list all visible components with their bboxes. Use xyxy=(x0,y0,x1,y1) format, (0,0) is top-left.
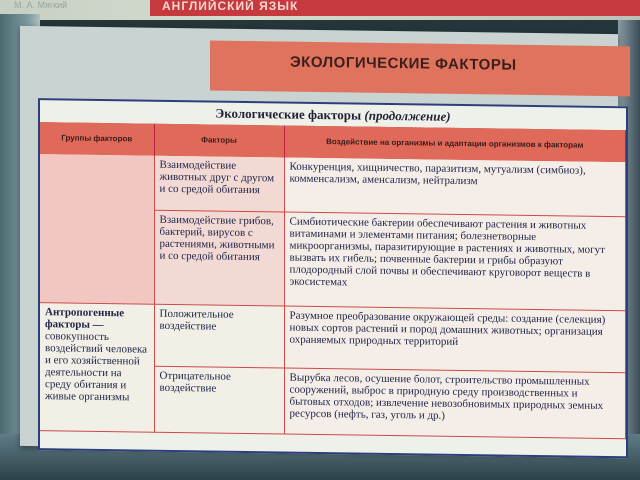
group-description: совокупность воздействий человека и его хозяйственной деятельности на среду обитания и живые организмы xyxy=(45,329,148,403)
group-cell-anthropogenic xyxy=(40,302,154,432)
header-groups: Группы факторов xyxy=(40,122,154,156)
group-cell-biotic xyxy=(40,154,154,304)
factor-cell: Отрицательное воздействие xyxy=(154,366,284,434)
subtitle-continuation: (продолжение) xyxy=(364,107,451,124)
effect-cell: Симбиотические бактерии обеспечивают растения и животных витаминами и элементами питания; болезнетворные микроорганизмы, паразитирующие в растениях и животных, могут вызвать их гибель; почвенные бактерии и грибы образуют плодородный слой почвы и обеспечивают круговорот веществ в экосистемах xyxy=(284,212,626,311)
factor-cell: Положительное воздействие xyxy=(154,304,284,368)
effect-cell: Вырубка лесов, осушение болот, строительство промышленных сооружений, выброс в природную среду производственных и бытовых отходов; извлечение невозобновимых природных земных ресурсов (нефть, газ, уголь и др.) xyxy=(284,368,626,439)
header-effects: Воздействие на организмы и адаптации организмов к факторам xyxy=(284,126,626,163)
table-row xyxy=(40,154,626,216)
book-spine xyxy=(150,0,640,16)
table-frame xyxy=(38,98,628,458)
subtitle-main: Экологические факторы xyxy=(215,105,362,123)
effect-cell: Разумное преобразование окружающей среды: создание (селекция) новых сортов растений и пород домашних животных; организация охраняемых природных территорий xyxy=(284,306,626,373)
factor-cell: Взаимодействие грибов, бактерий, вирусов с растениями, животными и со средой обитания xyxy=(154,210,284,306)
group-label: Антропогенные факторы — xyxy=(45,305,125,331)
page-title: ЭКОЛОГИЧЕСКИЕ ФАКТОРЫ xyxy=(290,53,517,74)
effect-cell: Конкуренция, хищничество, паразитизм, мутуализм (симбиоз), комменсализм, аменсализм, нейтрализм xyxy=(284,158,626,217)
header-factors: Факторы xyxy=(154,124,284,158)
table-row xyxy=(40,302,626,372)
book-spine-author: М. А. Мягкий xyxy=(14,0,68,10)
book-page xyxy=(20,26,618,454)
factor-cell: Взаимодействие животных друг с другом и со средой обитания xyxy=(154,156,284,212)
book-spine-title: АНГЛИЙСКИЙ ЯЗЫК xyxy=(162,0,299,13)
factors-table xyxy=(40,122,626,439)
